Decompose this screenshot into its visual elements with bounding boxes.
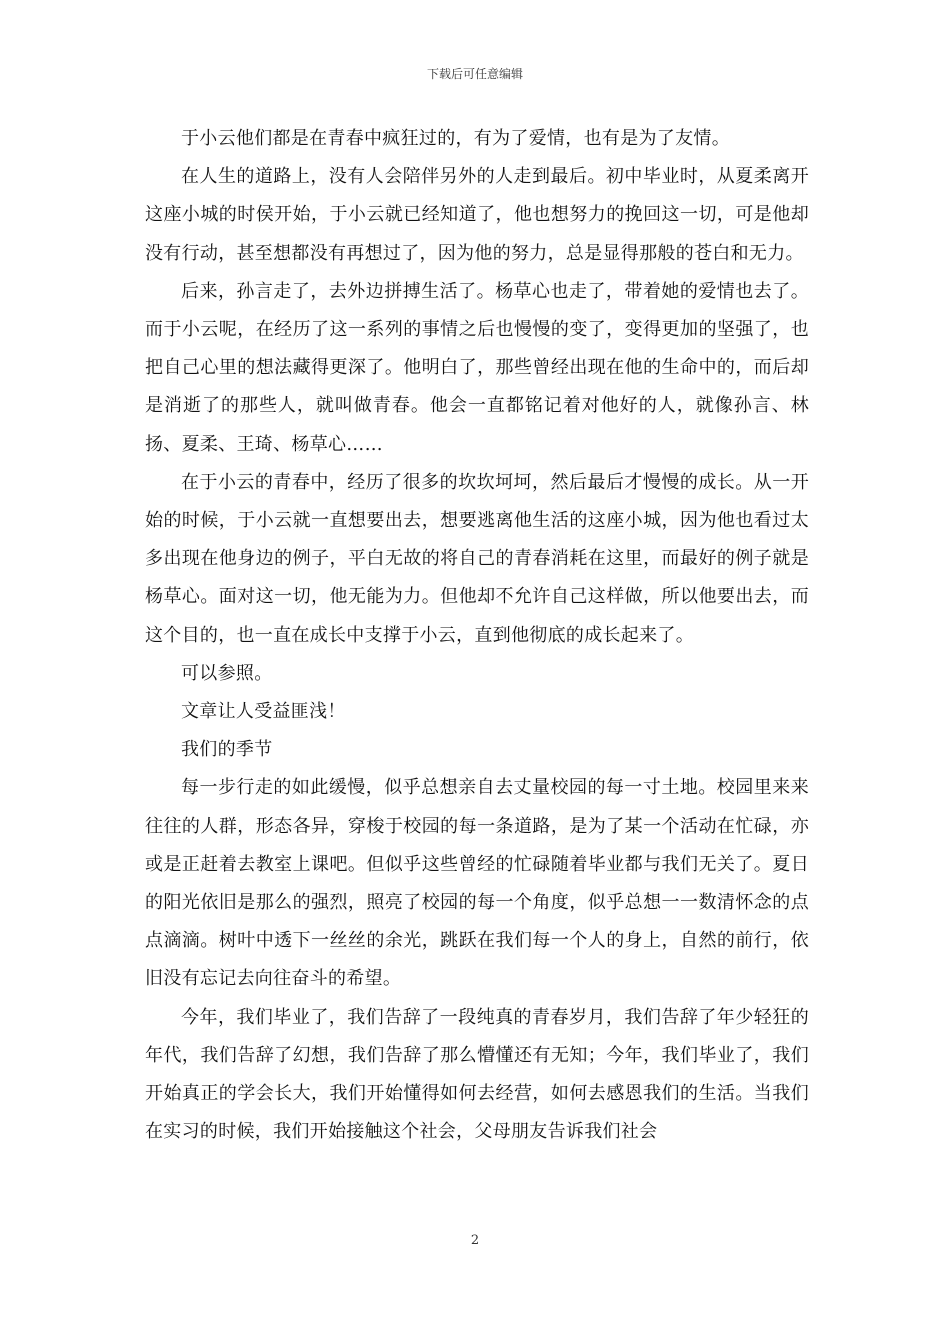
paragraph: 在于小云的青春中，经历了很多的坎坎坷坷，然后最后才慢慢的成长。从一开始的时候，于小云就一直想要出去，想要逃离他生活的这座小城，因为他也看过太多出现在他身边的例子，平白无故的将自己的青春消耗在这里，而最好的例子就是杨草心。面对这一切，他无能为力。但他却不允许自己这样做，所以他要出去，而这个目的，也一直在成长中支撑于小云，直到他彻底的成长起来了。 xyxy=(145,471,809,646)
paragraph: 后来，孙言走了，去外边拼搏生活了。杨草心也走了，带着她的爱情也去了。而于小云呢，在经历了这一系列的事情之后也慢慢的变了，变得更加的坚强了，也把自己心里的想法藏得更深了。他明白了，那些曾经出现在他的生命中的，而后却是消逝了的那些人，就叫做青春。他会一直都铭记着对他好的人，就像孙言、林扬、夏柔、王琦、杨草心…… xyxy=(145,280,809,455)
page-number: 2 xyxy=(470,1233,480,1248)
paragraph: 今年，我们毕业了，我们告辞了一段纯真的青春岁月，我们告辞了年少轻狂的年代，我们告辞了幻想，我们告辞了那么懵懂还有无知；今年，我们毕业了，我们开始真正的学会长大，我们开始懂得如何去经营，如何去感恩我们的生活。当我们在实习的时候，我们开始接触这个社会，父母朋友告诉我们社会 xyxy=(145,1006,809,1143)
page-header: 下载后可任意编辑 xyxy=(426,67,523,81)
paragraph: 在人生的道路上，没有人会陪伴另外的人走到最后。初中毕业时，从夏柔离开这座小城的时侯开始，于小云就已经知道了，他也想努力的挽回这一切，可是他却没有行动，甚至想都没有再想过了，因为他的努力，总是显得那般的苍白和无力。 xyxy=(145,166,809,264)
section-title: 我们的季节 xyxy=(181,739,273,761)
paragraph: 可以参照。 xyxy=(181,662,273,684)
document-body xyxy=(145,120,809,1151)
paragraph: 文章让人受益匪浅！ xyxy=(181,701,346,723)
paragraph: 每一步行走的如此缓慢，似乎总想亲自去丈量校园的每一寸土地。校园里来来往往的人群，形态各异，穿梭于校园的每一条道路，是为了某一个活动在忙碌，亦或是正赶着去教室上课吧。但似乎这些曾经的忙碌随着毕业都与我们无关了。夏日的阳光依旧是那么的强烈，照亮了校园的每一个角度，似乎总想一一数清怀念的点点滴滴。树叶中透下一丝丝的余光，跳跃在我们每一个人的身上，自然的前行，依旧没有忘记去向往奋斗的希望。 xyxy=(145,777,809,990)
paragraph: 于小云他们都是在青春中疯狂过的，有为了爱情，也有是为了友情。 xyxy=(181,128,730,149)
